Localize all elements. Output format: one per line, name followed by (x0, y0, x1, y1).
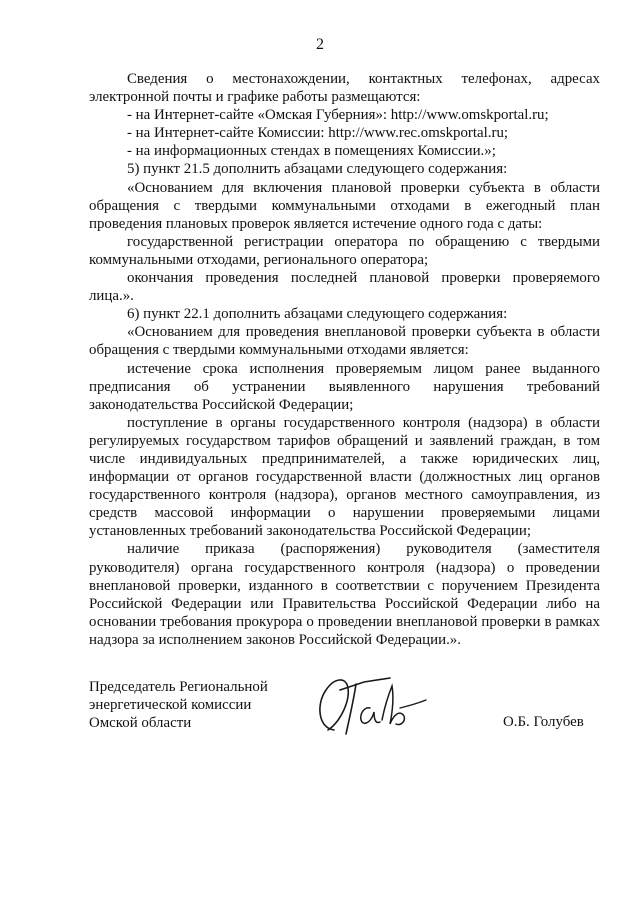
signatory-position (89, 678, 268, 732)
signatory-position-line: энергетической комиссии (89, 697, 252, 713)
page-number: 2 (316, 36, 324, 53)
paragraph-website-omskportal: - на Интернет-сайте «Омская Губерния»: http://www.omskportal.ru; (127, 107, 549, 124)
paragraph-order-deadline-expiry: истечение срока исполнения проверяемым лицом ранее выданного предписания об устранении выявленного нарушения требований законодательства Российской Федерации; (89, 360, 600, 413)
paragraph-contacts-intro: Сведения о местонахождении, контактных телефонах, адресах электронной почты и графике работы размещаются: (89, 71, 600, 106)
document-body (89, 70, 600, 649)
paragraph-last-inspection-end: окончания проведения последней плановой проверки проверяемого лица.». (89, 270, 600, 305)
paragraph-order-presence: наличие приказа (распоряжения) руководителя (заместителя руководителя) органа государственного контроля (надзора) о проведении внеплановой проверки, изданного в соответствии с поручением Президента Российской Федерации или Правительства Российской Федерации либо на основании требования прокурора о проведении внеплановой проверки в рамках надзора за исполнением законов Российской Федерации.». (89, 541, 600, 648)
paragraph-complaints-received: поступление в органы государственного контроля (надзора) в области регулируемых государством тарифов обращений и заявлений граждан, в том числе индивидуальных предпринимателей, а также юридических лиц, информации от органов государственной власти (должностных лиц органов государственного контроля (надзора), органов местного самоуправления, из средств массовой информации о нарушении проверяемыми лицами установленных требований законодательства Российской Федерации; (89, 414, 600, 540)
paragraph-state-registration: государственной регистрации оператора по обращению с твердыми коммунальными отходами, регионального оператора; (89, 233, 600, 268)
signatory-position-line: Председатель Региональной (89, 679, 268, 695)
paragraph-website-commission: - на Интернет-сайте Комиссии: http://www.rec.omskportal.ru; (127, 125, 509, 142)
paragraph-unplanned-inspection-basis: «Основанием для проведения внеплановой проверки субъекта в области обращения с твердыми коммунальными отходами является: (89, 324, 600, 359)
paragraph-item-6: 6) пункт 22.1 дополнить абзацами следующего содержания: (127, 306, 508, 323)
handwritten-signature (312, 668, 432, 744)
paragraph-planned-inspection-basis: «Основанием для включения плановой проверки субъекта в области обращения с твердыми коммунальными отходами в ежегодный план проведения плановых проверок является истечение одного года с даты: (89, 179, 600, 232)
signatory-position-line: Омской области (89, 715, 192, 731)
paragraph-info-stands: - на информационных стендах в помещениях Комиссии.»; (127, 143, 496, 160)
signatory-name: О.Б. Голубев (503, 714, 584, 730)
paragraph-item-5: 5) пункт 21.5 дополнить абзацами следующего содержания: (127, 161, 508, 178)
